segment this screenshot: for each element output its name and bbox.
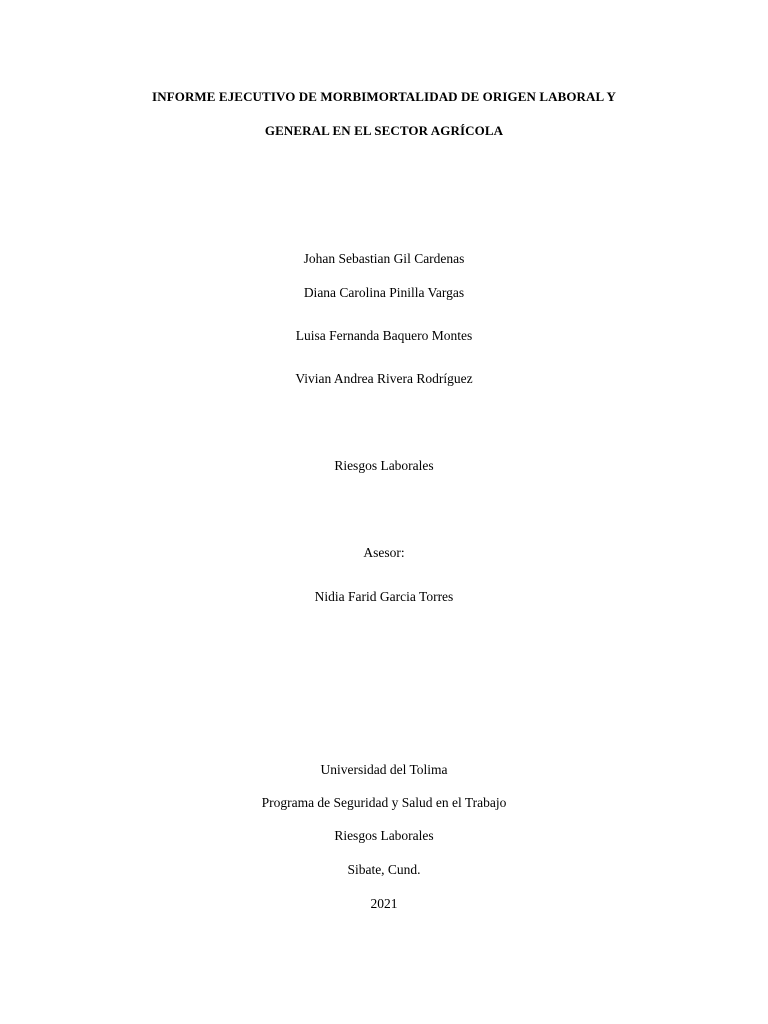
author-4: Vivian Andrea Rivera Rodríguez bbox=[295, 371, 473, 386]
author-1: Johan Sebastian Gil Cardenas bbox=[303, 251, 465, 266]
institution-course: Riesgos Laborales bbox=[334, 828, 434, 843]
course-name: Riesgos Laborales bbox=[334, 458, 434, 473]
year: 2021 bbox=[370, 896, 398, 911]
author-3: Luisa Fernanda Baquero Montes bbox=[295, 328, 473, 343]
title-line-1: INFORME EJECUTIVO DE MORBIMORTALIDAD DE ORIGEN LABORAL Y bbox=[152, 89, 616, 104]
author-2: Diana Carolina Pinilla Vargas bbox=[303, 285, 465, 300]
location: Sibate, Cund. bbox=[347, 862, 421, 877]
title-line-2: GENERAL EN EL SECTOR AGRÍCOLA bbox=[264, 123, 504, 138]
advisor-label: Asesor: bbox=[363, 545, 405, 560]
program-name: Programa de Seguridad y Salud en el Trabajo bbox=[261, 795, 507, 810]
advisor-name: Nidia Farid Garcia Torres bbox=[314, 589, 454, 604]
university-name: Universidad del Tolima bbox=[320, 762, 448, 777]
